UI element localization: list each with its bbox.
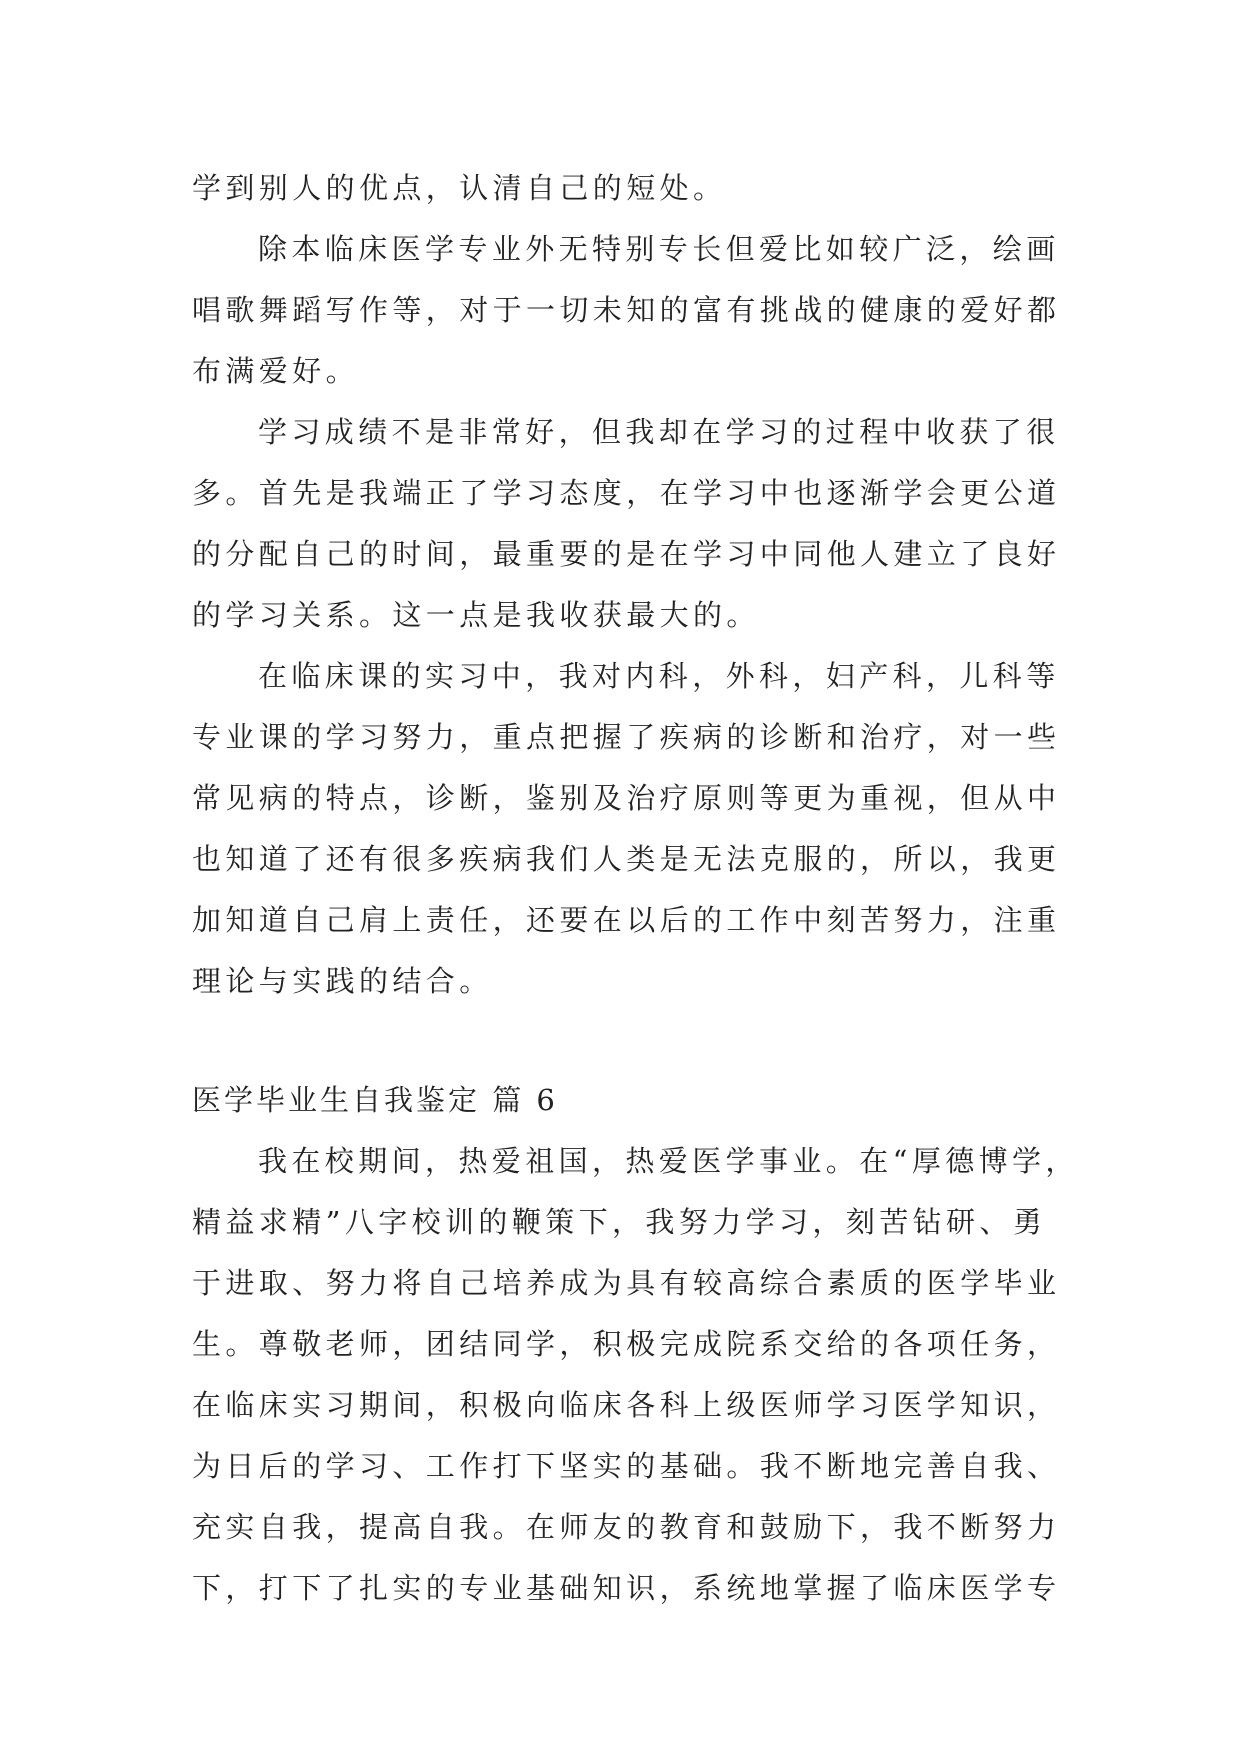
- section-heading: 医学毕业生自我鉴定 篇 6: [192, 1083, 558, 1117]
- text-line: 多。首先是我端正了学习态度，在学习中也逐渐学会更公道: [192, 476, 1061, 510]
- text-line: 学到别人的优点，认清自己的短处。: [192, 171, 727, 205]
- paragraph: [192, 219, 1061, 402]
- paragraph: [192, 158, 1052, 219]
- text-line: 理论与实践的结合。: [192, 964, 493, 998]
- paragraph: [192, 402, 1061, 646]
- text-line: 于进取、努力将自己培养成为具有较高综合素质的医学毕业: [192, 1266, 1061, 1300]
- text-line: 布满爱好。: [192, 354, 360, 388]
- text-line: 的学习关系。这一点是我收获最大的。: [192, 598, 760, 632]
- text-line: 生。尊敬老师，团结同学，积极完成院系交给的各项任务，: [192, 1327, 1061, 1361]
- paragraph: [192, 646, 1061, 1012]
- document-body: [192, 158, 1079, 1619]
- text-line: 唱歌舞蹈写作等，对于一切未知的富有挑战的健康的爱好都: [192, 293, 1061, 327]
- text-line: 除本临床医学专业外无特别专长但爱比如较广泛，绘画: [258, 232, 1060, 266]
- text-line: 在临床实习期间，积极向临床各科上级医师学习医学知识，: [192, 1388, 1061, 1422]
- text-line: 下，打下了扎实的专业基础知识，系统地掌握了临床医学专: [192, 1571, 1061, 1605]
- text-line: 的分配自己的时间，最重要的是在学习中同他人建立了良好: [192, 537, 1061, 571]
- text-line: 精益求精”八字校训的鞭策下，我努力学习，刻苦钻研、勇: [192, 1205, 1047, 1239]
- text-line: 也知道了还有很多疾病我们人类是无法克服的，所以，我更: [192, 842, 1061, 876]
- text-line: 我在校期间，热爱祖国，热爱医学事业。在“厚德博学，: [258, 1144, 1079, 1178]
- text-line: 在临床课的实习中，我对内科，外科，妇产科，儿科等: [258, 659, 1060, 693]
- text-line: 加知道自己肩上责任，还要在以后的工作中刻苦努力，注重: [192, 903, 1061, 937]
- text-line: 为日后的学习、工作打下坚实的基础。我不断地完善自我、: [192, 1449, 1061, 1483]
- text-line: 充实自我，提高自我。在师友的教育和鼓励下，我不断努力: [192, 1510, 1061, 1544]
- text-line: 专业课的学习努力，重点把握了疾病的诊断和治疗，对一些: [192, 720, 1061, 754]
- text-line: 常见病的特点，诊断，鉴别及治疗原则等更为重视，但从中: [192, 781, 1061, 815]
- paragraph: [192, 1131, 1079, 1619]
- text-line: 学习成绩不是非常好，但我却在学习的过程中收获了很: [258, 415, 1060, 449]
